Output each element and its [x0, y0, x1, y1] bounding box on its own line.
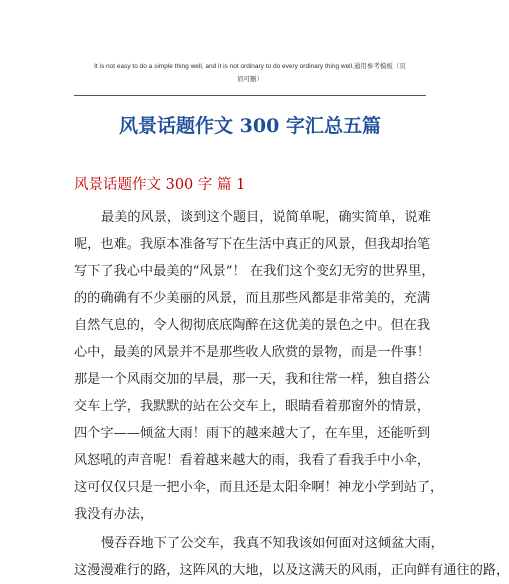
header-chinese-line2: 眉可删） — [237, 75, 263, 83]
header-english-text: It is not easy to do a simple thing well, and it is not ordinary to do every ordinary thing well. — [94, 63, 354, 70]
paragraph-line: 风怒吼的声音呢！看着越来越大的雨，我看了看我手中小伞， — [74, 453, 431, 468]
paragraph-2 — [74, 530, 509, 584]
paragraph-line: 心中，最美的风景并不是那些收人欣赏的景物，而是一件事！ — [74, 345, 431, 360]
paragraph-1 — [74, 204, 444, 528]
paragraph-line: 的的确确有不少美丽的风景，而且那些风都是非常美的，充满 — [74, 291, 431, 306]
page-header — [74, 60, 426, 86]
document-title: 风景话题作文 300 字汇总五篇 — [119, 115, 381, 137]
header-divider — [74, 95, 426, 96]
paragraph-line: 自然气息的，令人彻彻底底陶醉在这优美的景色之中。但在我 — [74, 318, 431, 333]
paragraph-line: 最美的风景，谈到这个题目，说简单呢，确实简单，说难 — [101, 210, 431, 225]
paragraph-line: 这可仅仅只是一把小伞，而且还是太阳伞啊！神龙小学到站了， — [74, 480, 444, 495]
header-chinese-text: 通用参考模板（页 — [353, 62, 406, 70]
paragraph-line: 交车上学，我默默的站在公交车上，眼睛看着那窗外的情景， — [74, 399, 431, 414]
paragraph-line: 这漫漫难行的路，这阵风的大地，以及这满天的风雨，正向鲜有通往的路， — [74, 563, 509, 578]
paragraph-line: 四个字——倾盆大雨！雨下的越来越大了，在车里，还能听到 — [74, 426, 431, 441]
section-title: 风景话题作文 300 字 篇 1 — [74, 177, 246, 193]
paragraph-line: 呢，也难。我原本准备写下在生活中真正的风景，但我却抬笔 — [74, 237, 431, 252]
paragraph-line: 写下了我心中最美的“风景”！ 在我们这个变幻无穷的世界里， — [74, 264, 435, 279]
paragraph-line: 慢吞吞地下了公交车，我真不知我该如何面对这倾盆大雨， — [101, 536, 444, 551]
paragraph-line: 我没有办法， — [74, 507, 154, 522]
paragraph-line: 那是一个风雨交加的早晨，那一天，我和往常一样，独自搭公 — [74, 372, 431, 387]
